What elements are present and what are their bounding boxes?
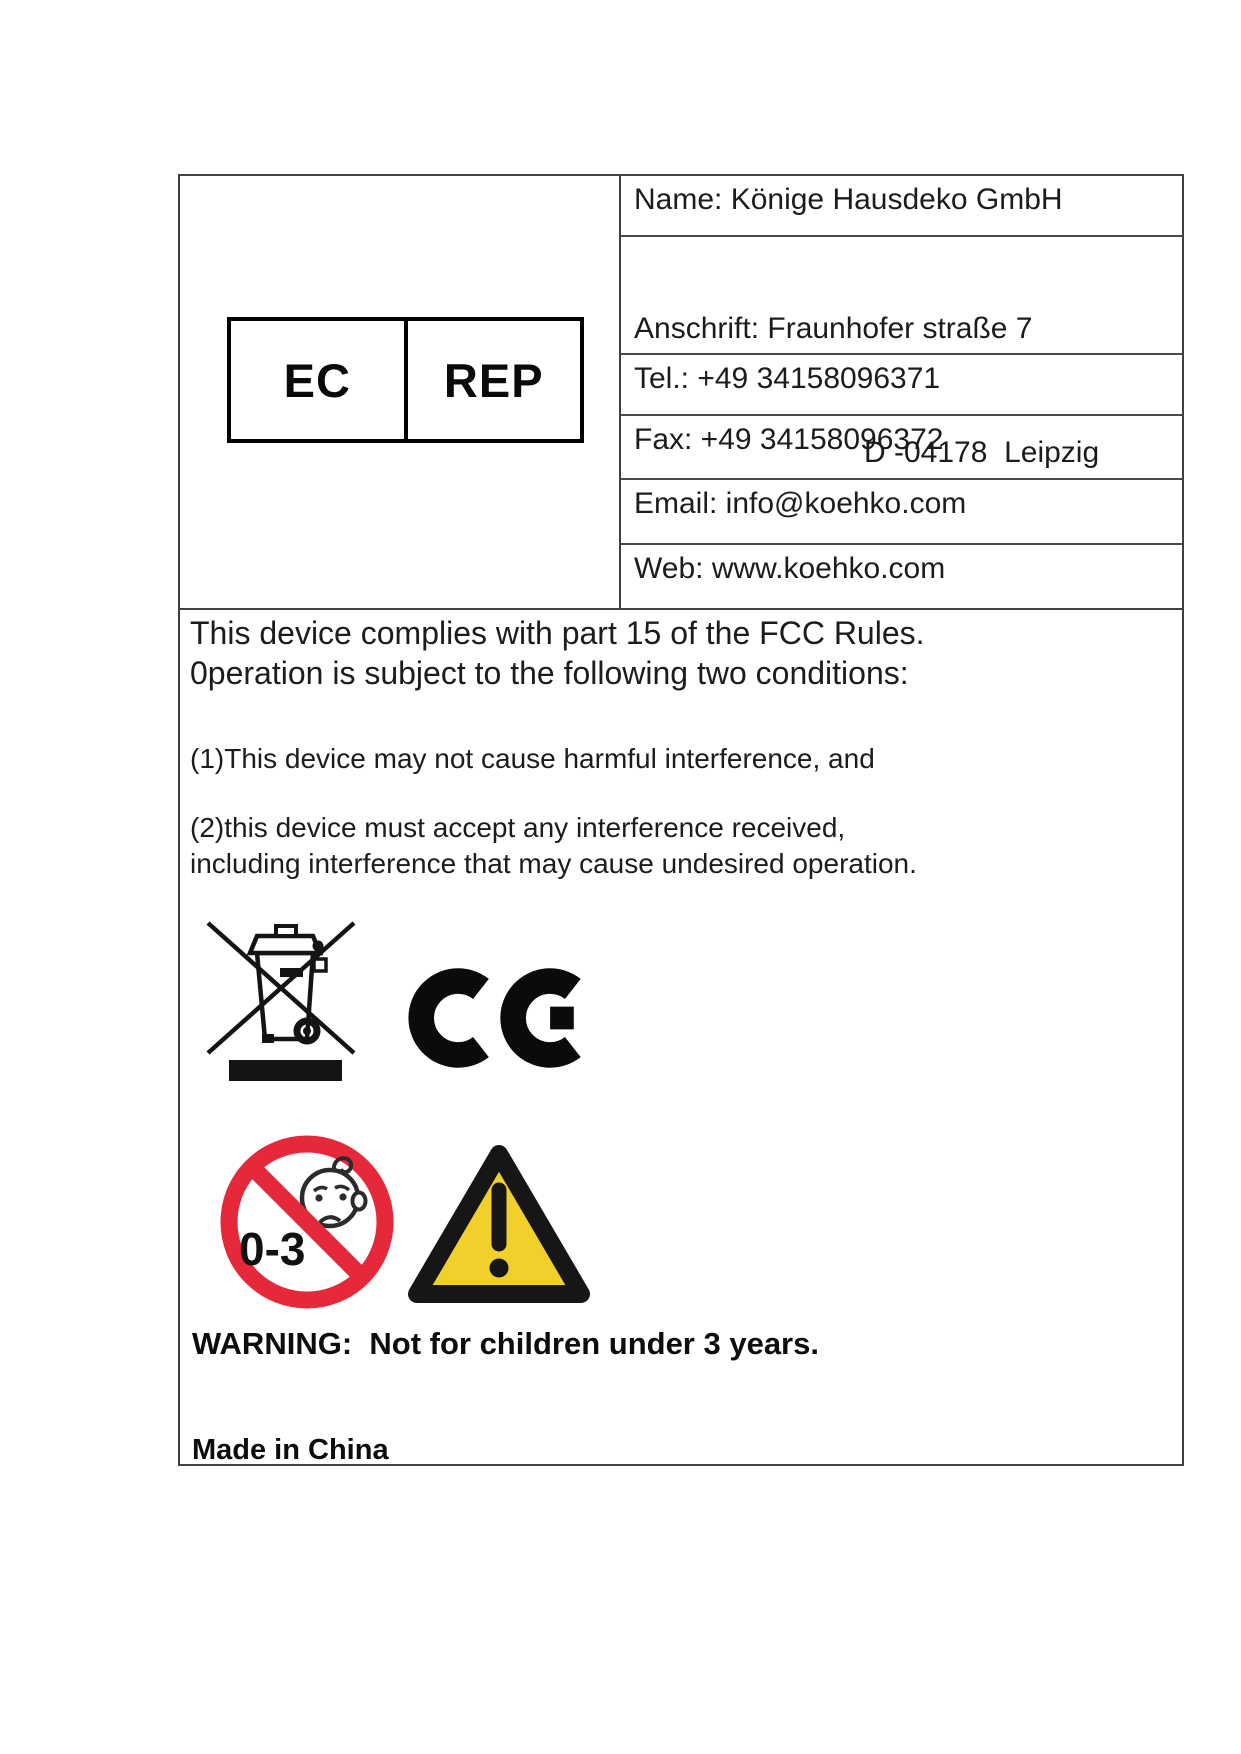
fcc-statement-line-2: 0peration is subject to the following two conditions: bbox=[190, 655, 909, 691]
fcc-statement bbox=[190, 613, 925, 693]
ce-mark-icon bbox=[408, 958, 588, 1078]
warning-triangle-icon bbox=[401, 1138, 597, 1310]
address-line-2: D -04178 Leipzig bbox=[864, 436, 1100, 469]
made-in-china-text: Made in China bbox=[192, 1434, 389, 1466]
contact-row-web: Web: www.koehko.com bbox=[634, 552, 946, 585]
fcc-condition-2-line-1: (2)this device must accept any interference received, bbox=[190, 812, 846, 843]
contact-row-fax: Fax: +49 34158096372 bbox=[621, 416, 1182, 480]
ec-rep-symbol bbox=[227, 317, 584, 443]
manufacturer-info-table bbox=[180, 176, 1182, 610]
fcc-statement-line-1: This device complies with part 15 of the FCC Rules. bbox=[190, 615, 925, 651]
fcc-condition-1: (1)This device may not cause harmful interference, and bbox=[190, 743, 875, 774]
weee-crossed-out-bin-icon bbox=[196, 913, 374, 1081]
contact-info-column bbox=[621, 176, 1182, 608]
rep-label: REP bbox=[443, 353, 544, 407]
contact-row-telephone: Tel.: +49 34158096371 bbox=[621, 355, 1182, 416]
contact-row-name: Name: Könige Hausdeko GmbH bbox=[621, 176, 1182, 237]
age-range-label: 0-3 bbox=[239, 1223, 306, 1275]
address-line-1: Anschrift: Fraunhofer straße 7 bbox=[634, 312, 1033, 345]
no-children-0-3-icon bbox=[219, 1134, 395, 1310]
fcc-condition-2-line-2: including interference that may cause undesired operation. bbox=[190, 848, 917, 879]
fcc-condition-2 bbox=[190, 810, 917, 882]
compliance-document-frame bbox=[178, 174, 1184, 1466]
ec-label: EC bbox=[231, 321, 408, 439]
warning-text: WARNING: Not for children under 3 years. bbox=[192, 1326, 819, 1361]
ec-rep-cell bbox=[180, 176, 621, 608]
contact-row-email: Email: info@koehko.com bbox=[621, 480, 1182, 545]
